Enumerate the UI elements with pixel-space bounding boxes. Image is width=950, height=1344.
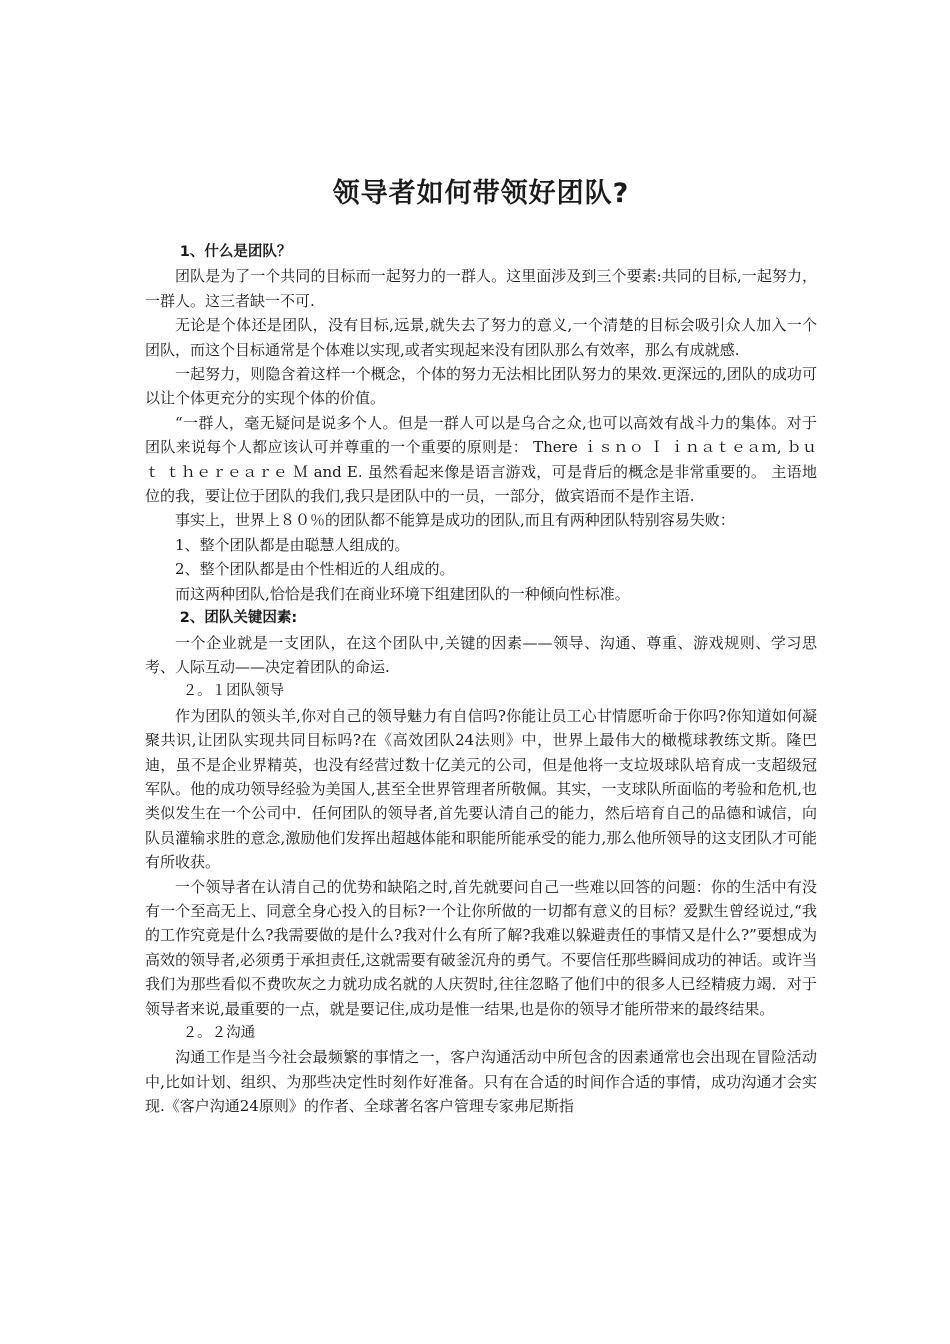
document-body bbox=[145, 240, 817, 1119]
subsection-heading: ２。１团队领导 bbox=[182, 683, 285, 700]
subsection-heading: ２。２沟通 bbox=[182, 1025, 256, 1041]
document-title: 领导者如何带领好团队? bbox=[332, 178, 630, 209]
body-paragraph: 沟通工作是当今社会最频繁的事情之一，客户沟通活动中所包含的因素通常也会出现在冒险活动中,比如计划、组织、为那些决定性时刻作好准备。只有在合适的时间作合适的事情，成功沟通才会实现.《客户沟通24原则》的作者、全球著名客户管理专家弗尼斯指 bbox=[145, 1048, 817, 1116]
body-paragraph: 团队是为了一个共同的目标而一起努力的一群人。这里面涉及到三个要素:共同的目标,一起努力，一群人。这三者缺一不可. bbox=[145, 267, 817, 310]
section-heading: 1、什么是团队？ bbox=[179, 244, 292, 260]
body-paragraph: 一个企业就是一支团队，在这个团队中,关键的因素——领导、沟通、尊重、游戏规则、学习思考、人际互动——决定着团队的命运. bbox=[145, 633, 817, 676]
body-paragraph: 无论是个体还是团队，没有目标,远景,就失去了努力的意义,一个清楚的目标会吸引众人加入一个团队，而这个目标通常是个体难以实现,或者实现起来没有团队那么有效率，那么有成就感. bbox=[145, 316, 817, 359]
body-paragraph: 一起努力，则隐含着这样一个概念，个体的努力无法相比团队努力的果效.更深远的,团队的成功可以让个体更充分的实现个体的价值。 bbox=[145, 365, 817, 408]
body-paragraph: “一群人，毫无疑问是说多个人。但是一群人可以是乌合之众,也可以高效有战斗力的集体。对于团队来说每个人都应该认可并尊重的一个重要的原则是： There ｉｓｎｏ Ｉ ｉｎａｔｅａｍ, ｂｕｔ ｔｈｅｒｅａｒｅ Ｍ and E. 虽然看起来像是语言游戏，可是背后的概念是非常重要的。 主语地位的我，要让位于团队的我们,我只是团队中的一员，一部分，做宾语而不是作主语. bbox=[145, 413, 817, 506]
body-paragraph: 事实上，世界上８０％的团队都不能算是成功的团队,而且有两种团队特别容易失败： bbox=[175, 511, 735, 530]
list-item: 1、整个团队都是由聪慧人组成的。 bbox=[175, 535, 410, 554]
body-paragraph: 一个领导者在认清自己的优势和缺陷之时,首先就要问自己一些难以回答的问题：你的生活中有没有一个至高无上、同意全身心投入的目标?一个让你所做的一切都有意义的目标？爱默生曾经说过,“我的工作究竟是什么?我需要做的是什么?我对什么有所了解?我难以躲避责任的事情又是什么?”要想成为高效的领导者,必须勇于承担责任,这就需要有破釜沉舟的勇气。不要信任那些瞬间成功的神话。或许当我们为那些看似不费吹灰之力就功成名就的人庆贺时,往往忽略了他们中的很多人已经精疲力竭．对于领导者来说,最重要的一点，就是要记住,成功是惟一结果,也是你的领导才能所带来的最终结果。 bbox=[145, 877, 817, 1018]
body-paragraph: 作为团队的领头羊,你对自己的领导魅力有自信吗?你能让员工心甘情愿听命于你吗?你知道如何凝聚共识,让团队实现共同目标吗?在《高效团队24法则》中，世界上最伟大的橄榄球教练文斯。隆巴迪，虽不是企业界精英，也没有经营过数十亿美元的公司，但是他将一支垃圾球队培育成一支超级冠军队。他的成功领导经验为美国人,甚至全世界管理者所敬佩。其实，一支球队所面临的考验和危机,也类似发生在一个公司中．任何团队的领导者,首先要认清自己的能力，然后培育自己的品德和诚信，向队员灌输求胜的意念,激励他们发挥出超越体能和职能所能承受的能力,那么他所领导的这支团队才可能有所收获。 bbox=[145, 706, 817, 872]
document-page bbox=[145, 170, 817, 1119]
list-item: 2、整个团队都是由个性相近的人组成的。 bbox=[175, 560, 455, 579]
section-heading: 2、团队关键因素: bbox=[179, 610, 298, 627]
list-item: 而这两种团队,恰恰是我们在商业环境下组建团队的一种倾向性标准。 bbox=[175, 584, 630, 603]
